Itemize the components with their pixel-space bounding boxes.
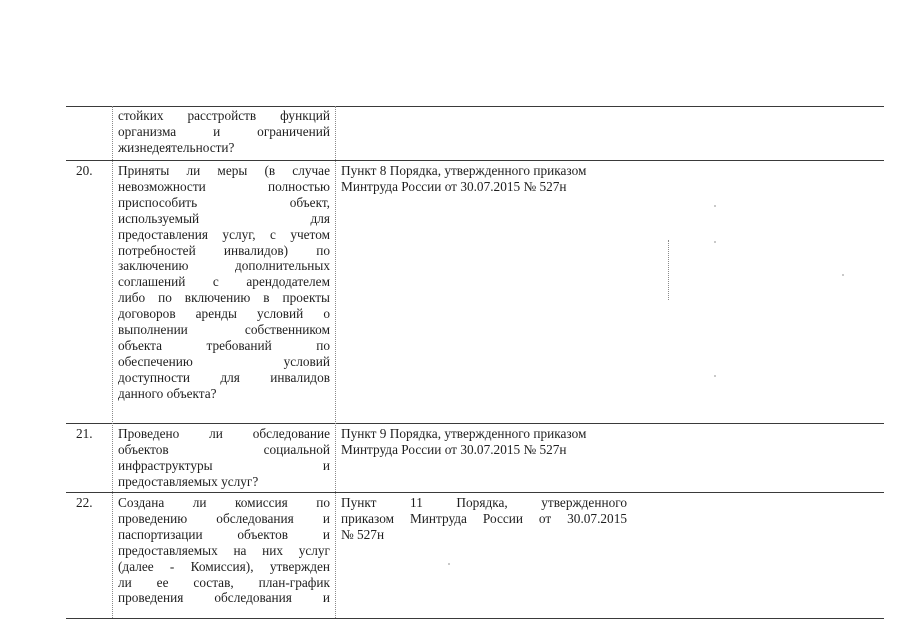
column-separator	[112, 106, 113, 618]
scan-speck	[714, 205, 716, 207]
row-number: 20.	[76, 163, 93, 178]
text-line: Создана ли комиссия по	[118, 495, 330, 510]
text-line: Приняты ли меры (в случае	[118, 163, 330, 178]
column-separator	[668, 240, 669, 300]
scan-speck	[714, 375, 716, 377]
text-line: невозможности полностью	[118, 178, 330, 194]
text-line: организма и ограничений	[118, 123, 330, 139]
text-line: Проведено ли обследование	[118, 426, 330, 441]
column-separator	[335, 106, 336, 618]
question-text	[118, 426, 330, 490]
text-line: потребностей инвалидов) по	[118, 242, 330, 258]
text-line: Минтруда России от 30.07.2015 № 527н	[341, 441, 567, 457]
row-number: 21.	[76, 426, 93, 441]
text-line: предоставления услуг, с учетом	[118, 226, 330, 242]
row-number: 22.	[76, 495, 93, 510]
question-text	[118, 163, 330, 402]
table-top-border	[66, 106, 884, 107]
text-line: используемый для	[118, 210, 330, 226]
text-line: предоставляемых на них услуг	[118, 542, 330, 558]
text-line: Пункт 9 Порядка, утвержденного приказом	[341, 426, 587, 441]
text-line: договоров аренды условий о	[118, 306, 330, 322]
text-line: Пункт 11 Порядка, утвержденного	[341, 495, 627, 510]
text-line: данного объекта?	[118, 385, 217, 401]
basis-text	[341, 163, 627, 195]
text-line: (далее - Комиссия), утвержден	[118, 558, 330, 574]
text-line: жизнедеятельности?	[118, 139, 235, 155]
question-text	[118, 495, 330, 606]
basis-text	[341, 495, 627, 543]
text-line: либо по включению в проекты	[118, 290, 330, 306]
row-20-top-border	[66, 160, 884, 161]
text-line: заключению дополнительных	[118, 258, 330, 274]
table-bottom-border	[66, 618, 884, 619]
text-line: Пункт 8 Порядка, утвержденного приказом	[341, 163, 587, 178]
text-line: проведению обследования и	[118, 510, 330, 526]
text-line: Минтруда России от 30.07.2015 № 527н	[341, 178, 567, 194]
text-line: предоставляемых услуг?	[118, 473, 259, 489]
text-line: соглашений с арендодателем	[118, 274, 330, 290]
text-line: объекта требований по	[118, 337, 330, 353]
continuation-text	[118, 108, 330, 156]
text-line: № 527н	[341, 526, 385, 542]
text-line: приспособить объект,	[118, 194, 330, 210]
text-line: паспортизации объектов и	[118, 526, 330, 542]
text-line: проведения обследования и	[118, 590, 330, 606]
text-line: выполнении собственником	[118, 322, 330, 338]
scan-speck	[714, 241, 716, 243]
text-line: объектов социальной	[118, 441, 330, 457]
text-line: стойких расстройств функций	[118, 108, 330, 123]
text-line: ли ее состав, план-график	[118, 574, 330, 590]
text-line: обеспечению условий	[118, 353, 330, 369]
scan-speck	[842, 274, 844, 276]
text-line: доступности для инвалидов	[118, 369, 330, 385]
row-21-top-border	[66, 423, 884, 424]
text-line: приказом Минтруда России от 30.07.2015	[341, 510, 627, 526]
basis-text	[341, 426, 627, 458]
row-22-top-border	[66, 492, 884, 493]
scan-speck	[448, 563, 450, 565]
text-line: инфраструктуры и	[118, 457, 330, 473]
